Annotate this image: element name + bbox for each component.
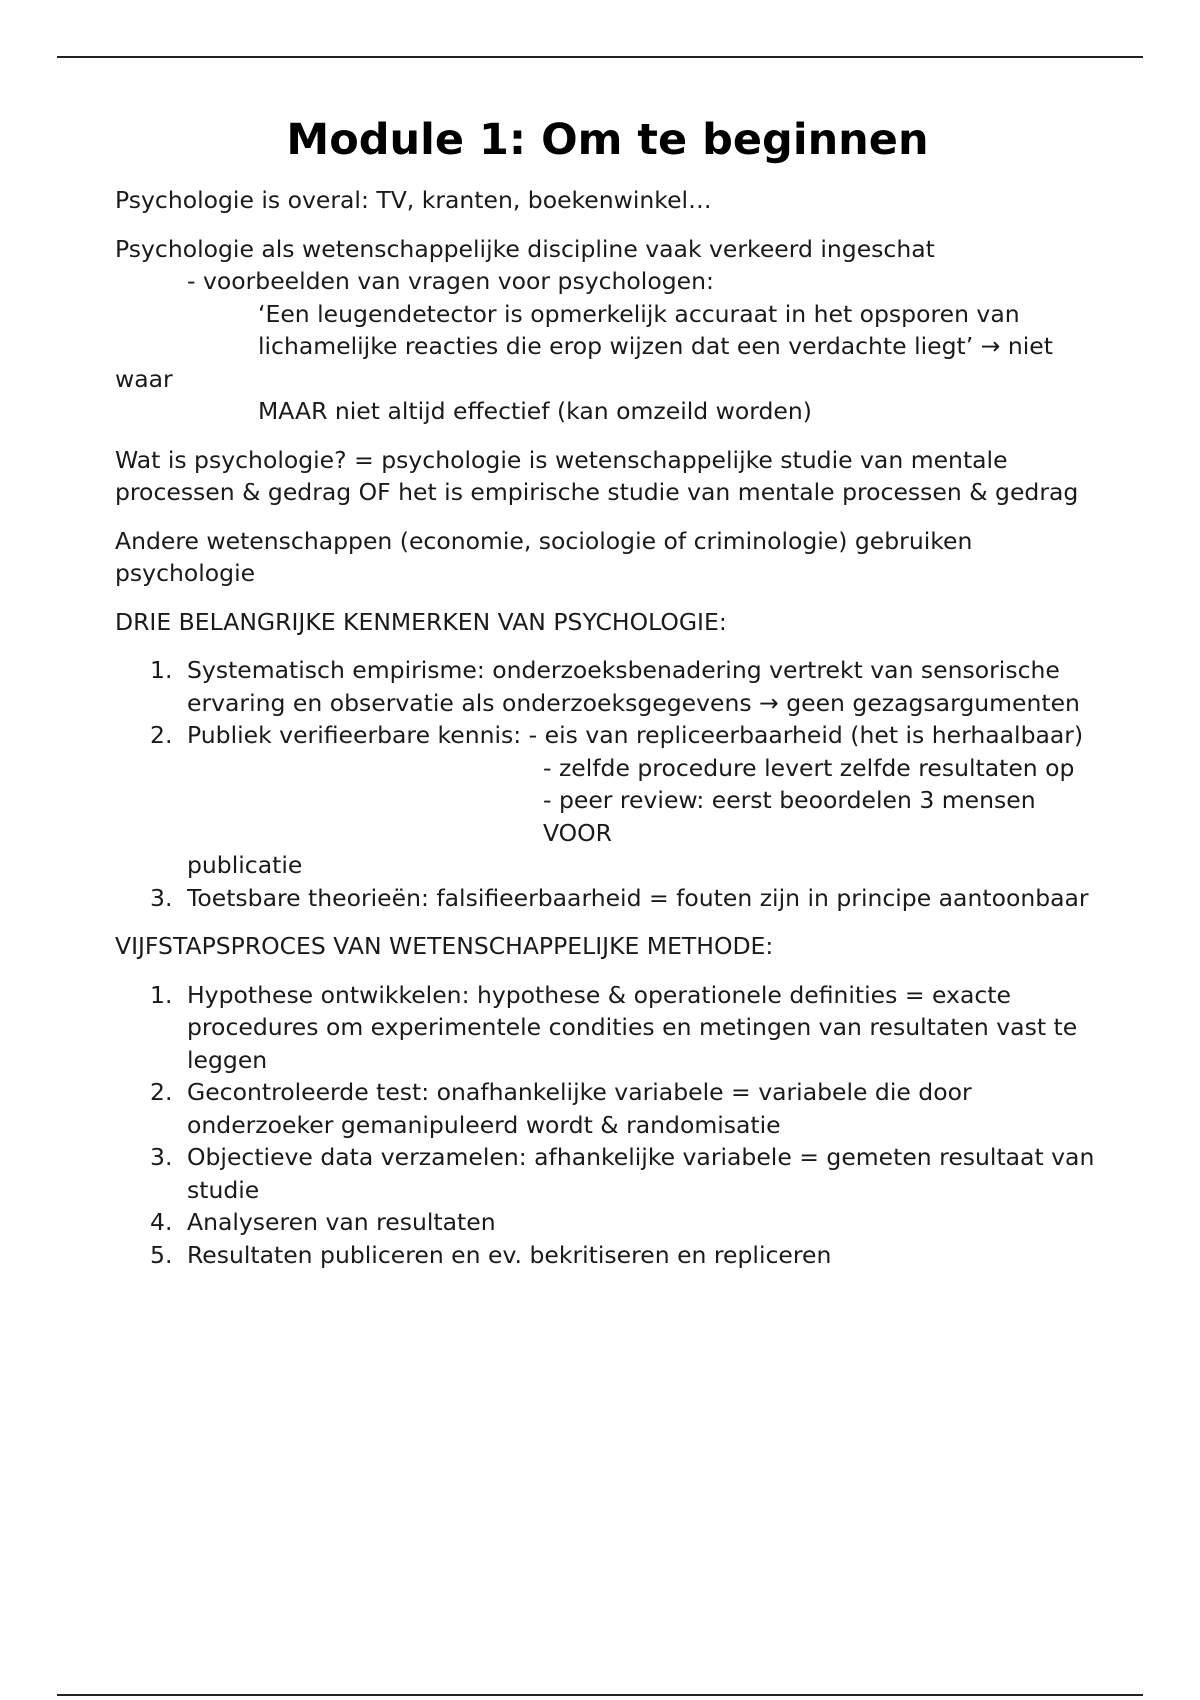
paragraph-line: - voorbeelden van vragen voor psychologen: bbox=[187, 267, 714, 295]
bottom-rule bbox=[57, 1694, 1143, 1696]
list-item-text: Analyseren van resultaten bbox=[187, 1208, 496, 1236]
paragraph-intro: Psychologie is overal: TV, kranten, boekenwinkel… bbox=[115, 186, 712, 214]
top-rule bbox=[57, 56, 1143, 58]
list-item-number: 2. bbox=[150, 1078, 173, 1106]
list-item bbox=[115, 654, 1100, 719]
methode-list bbox=[115, 979, 1100, 1272]
paragraph-definition: Wat is psychologie? = psychologie is wetenschappelijke studie van mentale processen & gedrag OF het is empirische studie van mentale processen & gedrag bbox=[115, 445, 1079, 506]
list-item-text: Toetsbare theorieën: falsifieerbaarheid = fouten zijn in principe aantoonbaar bbox=[187, 883, 1089, 912]
paragraph-line: waar bbox=[115, 364, 173, 393]
list-item-number: 2. bbox=[150, 721, 173, 749]
section-heading-methode: VIJFSTAPSPROCES VAN WETENSCHAPPELIJKE METHODE: bbox=[115, 932, 774, 960]
list-item bbox=[115, 1076, 1100, 1141]
kenmerken-list bbox=[115, 654, 1100, 914]
list-item-text: Systematisch empirisme: onderzoeksbenadering vertrekt van sensorische ervaring en observatie als onderzoeksgegevens → geen gezagsargumenten bbox=[187, 656, 1080, 717]
list-item bbox=[115, 979, 1100, 1077]
paragraph-line: lichamelijke reacties die erop wijzen dat een verdachte liegt’ → niet bbox=[258, 332, 1053, 360]
list-item-text: Resultaten publiceren en ev. bekritiseren en repliceren bbox=[187, 1240, 832, 1269]
paragraph-line: MAAR niet altijd effectief (kan omzeild worden) bbox=[258, 397, 812, 425]
list-item-number: 3. bbox=[150, 883, 173, 912]
list-item-text: Gecontroleerde test: onafhankelijke variabele = variabele die door onderzoeker gemanipuleerd wordt & randomisatie bbox=[187, 1078, 972, 1139]
paragraph-line: Psychologie als wetenschappelijke discipline vaak verkeerd ingeschat bbox=[115, 234, 935, 263]
list-item-subline: publicatie bbox=[187, 851, 303, 879]
list-item bbox=[115, 882, 1100, 915]
list-item-text: Publiek verifieerbare kennis: - eis van repliceerbaarheid (het is herhaalbaar) bbox=[187, 721, 1084, 749]
list-item-number: 5. bbox=[150, 1240, 173, 1269]
section-heading-kenmerken: DRIE BELANGRIJKE KENMERKEN VAN PSYCHOLOGIE: bbox=[115, 607, 727, 636]
list-item bbox=[115, 1141, 1100, 1206]
list-item-subline: - zelfde procedure levert zelfde resultaten op bbox=[543, 753, 1075, 782]
paragraph-other-sciences: Andere wetenschappen (economie, sociologie of criminologie) gebruiken psychologie bbox=[115, 526, 973, 587]
paragraph-line: ‘Een leugendetector is opmerkelijk accuraat in het opsporen van bbox=[258, 299, 1020, 328]
list-item bbox=[115, 1239, 1100, 1272]
page-title: Module 1: Om te beginnen bbox=[286, 115, 929, 165]
list-item bbox=[115, 719, 1100, 882]
list-item-text: Objectieve data verzamelen: afhankelijke variabele = gemeten resultaat van studie bbox=[187, 1143, 1095, 1204]
list-item-number: 1. bbox=[150, 980, 173, 1009]
list-item-number: 4. bbox=[150, 1208, 173, 1236]
paragraph-misconception bbox=[115, 233, 1100, 428]
list-item-number: 3. bbox=[150, 1143, 173, 1171]
list-item-text: Hypothese ontwikkelen: hypothese & operationele definities = exacte procedures om experimentele condities en metingen van resultaten vast te leggen bbox=[187, 980, 1078, 1074]
list-item-number: 1. bbox=[150, 656, 173, 684]
list-item bbox=[115, 1206, 1100, 1239]
list-item-subline: - peer review: eerst beoordelen 3 mensen VOOR bbox=[543, 786, 1036, 847]
document-page bbox=[115, 110, 1100, 1287]
